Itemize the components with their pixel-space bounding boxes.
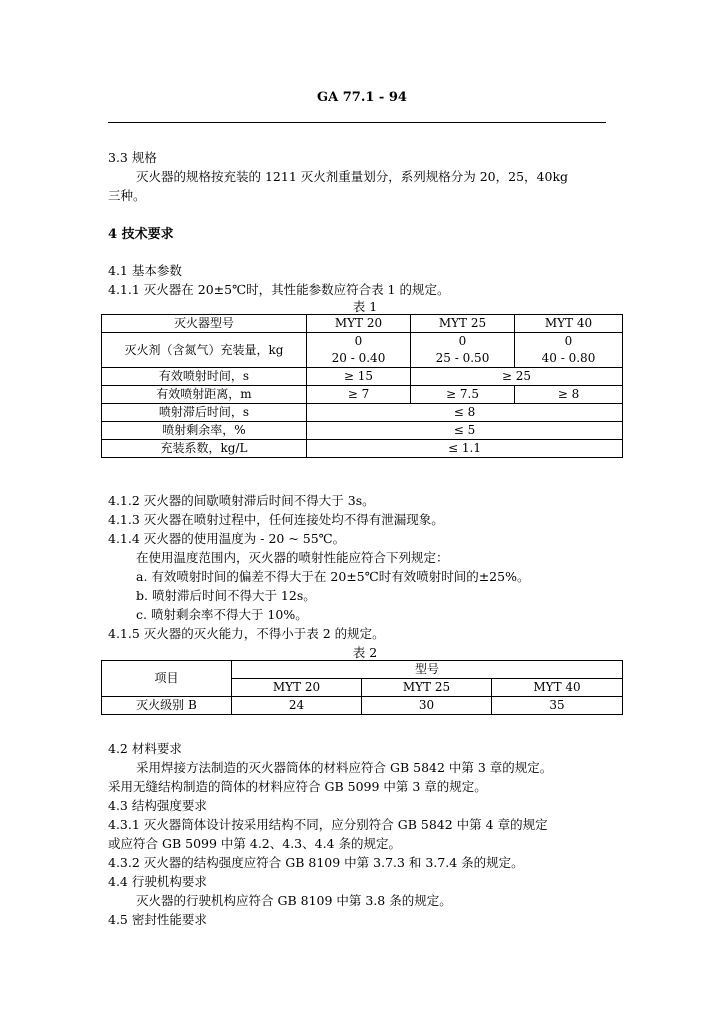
section-4-1-2-text: 4.1.2 灭火器的间歇喷射滞后时间不得大于 3s。: [108, 493, 375, 508]
table1-residual-cell: ≤ 5: [307, 422, 623, 440]
section-4-3-2-text: 4.3.2 灭火器的结构强度应符合 GB 8109 中第 3.7.3 和 3.7.4 条的规定。: [108, 855, 524, 870]
table2-row-label: 灭火级别 B: [102, 697, 232, 715]
table1-lag-label: 喷射滞后时间，s: [102, 404, 307, 422]
table1-spray-distance-row: [102, 386, 623, 404]
section-4-4-title: 4.4 行驶机构要求: [108, 874, 207, 889]
charge-top: 0: [458, 334, 467, 348]
section-4-1-title: 4.1 基本参数: [108, 263, 182, 278]
table1-residual-row: [102, 422, 623, 440]
table1-charge-cell: [307, 333, 411, 368]
charge-range: 40 - 0.80: [541, 351, 596, 365]
section-3-3-text-line1: 灭火器的规格按充装的 1211 灭火剂重量划分，系列规格分为 20，25，40kg: [136, 169, 569, 184]
table2-model-cell: MYT 40: [492, 679, 623, 697]
section-4-4-text: 灭火器的行驶机构应符合 GB 8109 中第 3.8 条的规定。: [136, 893, 452, 908]
table1-spray-time-cell: ≥ 15: [307, 368, 411, 386]
table2-model-cell: MYT 25: [362, 679, 492, 697]
section-4-2-text-line1: 采用焊接方法制造的灭火器筒体的材料应符合 GB 5842 中第 3 章的规定。: [136, 760, 553, 775]
table2-data-row: [102, 697, 623, 715]
table2-value-cell: 24: [232, 697, 362, 715]
section-4-title: 4 技术要求: [108, 227, 174, 242]
table-2: [101, 660, 623, 715]
section-4-1-4-item-b: b. 喷射滞后时间不得大于 12s。: [136, 588, 316, 603]
charge-top: 0: [354, 334, 363, 348]
charge-top: 0: [564, 334, 573, 348]
section-4-1-3-text: 4.1.3 灭火器在喷射过程中，任何连接处均不得有泄漏现象。: [108, 512, 444, 527]
section-4-1-4-text: 4.1.4 灭火器的使用温度为 - 20 ~ 55℃。: [108, 531, 346, 546]
table2-caption: 表 2: [352, 645, 378, 660]
table1-charge-label: 灭火剂（含氮气）充装量，kg: [102, 333, 307, 368]
table1-header-cell: MYT 25: [411, 315, 515, 333]
table1-residual-label: 喷射剩余率，%: [102, 422, 307, 440]
table1-fill-label: 充装系数，kg/L: [102, 440, 307, 458]
section-4-1-4-item-a: a. 有效喷射时间的偏差不得大于在 20±5℃时有效喷射时间的±25%。: [136, 569, 530, 584]
table1-spray-time-label: 有效喷射时间，s: [102, 368, 307, 386]
table1-spray-distance-cell: ≥ 7: [307, 386, 411, 404]
charge-range: 25 - 0.50: [435, 351, 490, 365]
table2-value-cell: 35: [492, 697, 623, 715]
table1-charge-cell: [515, 333, 623, 368]
table1-charge-row: [102, 333, 623, 368]
section-4-2-title: 4.2 材料要求: [108, 741, 182, 756]
section-4-1-4-intro: 在使用温度范围内，灭火器的喷射性能应符合下列规定：: [136, 550, 449, 565]
table2-item-header: 项目: [102, 661, 232, 697]
section-4-3-title: 4.3 结构强度要求: [108, 798, 207, 813]
table1-header-cell: MYT 40: [515, 315, 623, 333]
table1-spray-distance-cell: ≥ 7.5: [411, 386, 515, 404]
header-rule: [108, 122, 606, 123]
section-4-3-1-line1: 4.3.1 灭火器筒体设计按采用结构不同，应分别符合 GB 5842 中第 4 章的规定: [108, 817, 548, 832]
table1-header-cell: 灭火器型号: [102, 315, 307, 333]
table1-spray-distance-cell: ≥ 8: [515, 386, 623, 404]
table1-spray-time-cell: ≥ 25: [411, 368, 623, 386]
section-3-3-title: 3.3 规格: [108, 150, 157, 165]
table1-fill-row: [102, 440, 623, 458]
charge-range: 20 - 0.40: [331, 351, 386, 365]
table1-header-row: [102, 315, 623, 333]
table1-header-cell: MYT 20: [307, 315, 411, 333]
table2-model-header: 型号: [232, 661, 623, 679]
table2-header-row: [102, 661, 623, 679]
table-1: [101, 314, 623, 458]
section-4-3-1-line2: 或应符合 GB 5099 中第 4.2、4.3、4.4 条的规定。: [108, 836, 401, 851]
section-4-2-text-line2: 采用无缝结构制造的筒体的材料应符合 GB 5099 中第 3 章的规定。: [108, 779, 487, 794]
section-4-1-4-item-c: c. 喷射剩余率不得大于 10%。: [136, 607, 308, 622]
section-3-3-text-line2: 三种。: [108, 188, 146, 203]
table1-lag-row: [102, 404, 623, 422]
table1-spray-time-row: [102, 368, 623, 386]
document-header-code: GA 77.1 - 94: [317, 90, 407, 105]
table1-caption: 表 1: [352, 299, 378, 314]
section-4-5-title: 4.5 密封性能要求: [108, 912, 207, 927]
section-4-1-1-text: 4.1.1 灭火器在 20±5℃时，其性能参数应符合表 1 的规定。: [108, 282, 450, 297]
table2-model-cell: MYT 20: [232, 679, 362, 697]
section-4-1-5-text: 4.1.5 灭火器的灭火能力，不得小于表 2 的规定。: [108, 626, 385, 641]
table2-value-cell: 30: [362, 697, 492, 715]
table1-spray-distance-label: 有效喷射距离，m: [102, 386, 307, 404]
table1-lag-cell: ≤ 8: [307, 404, 623, 422]
table1-charge-cell: [411, 333, 515, 368]
table1-fill-cell: ≤ 1.1: [307, 440, 623, 458]
